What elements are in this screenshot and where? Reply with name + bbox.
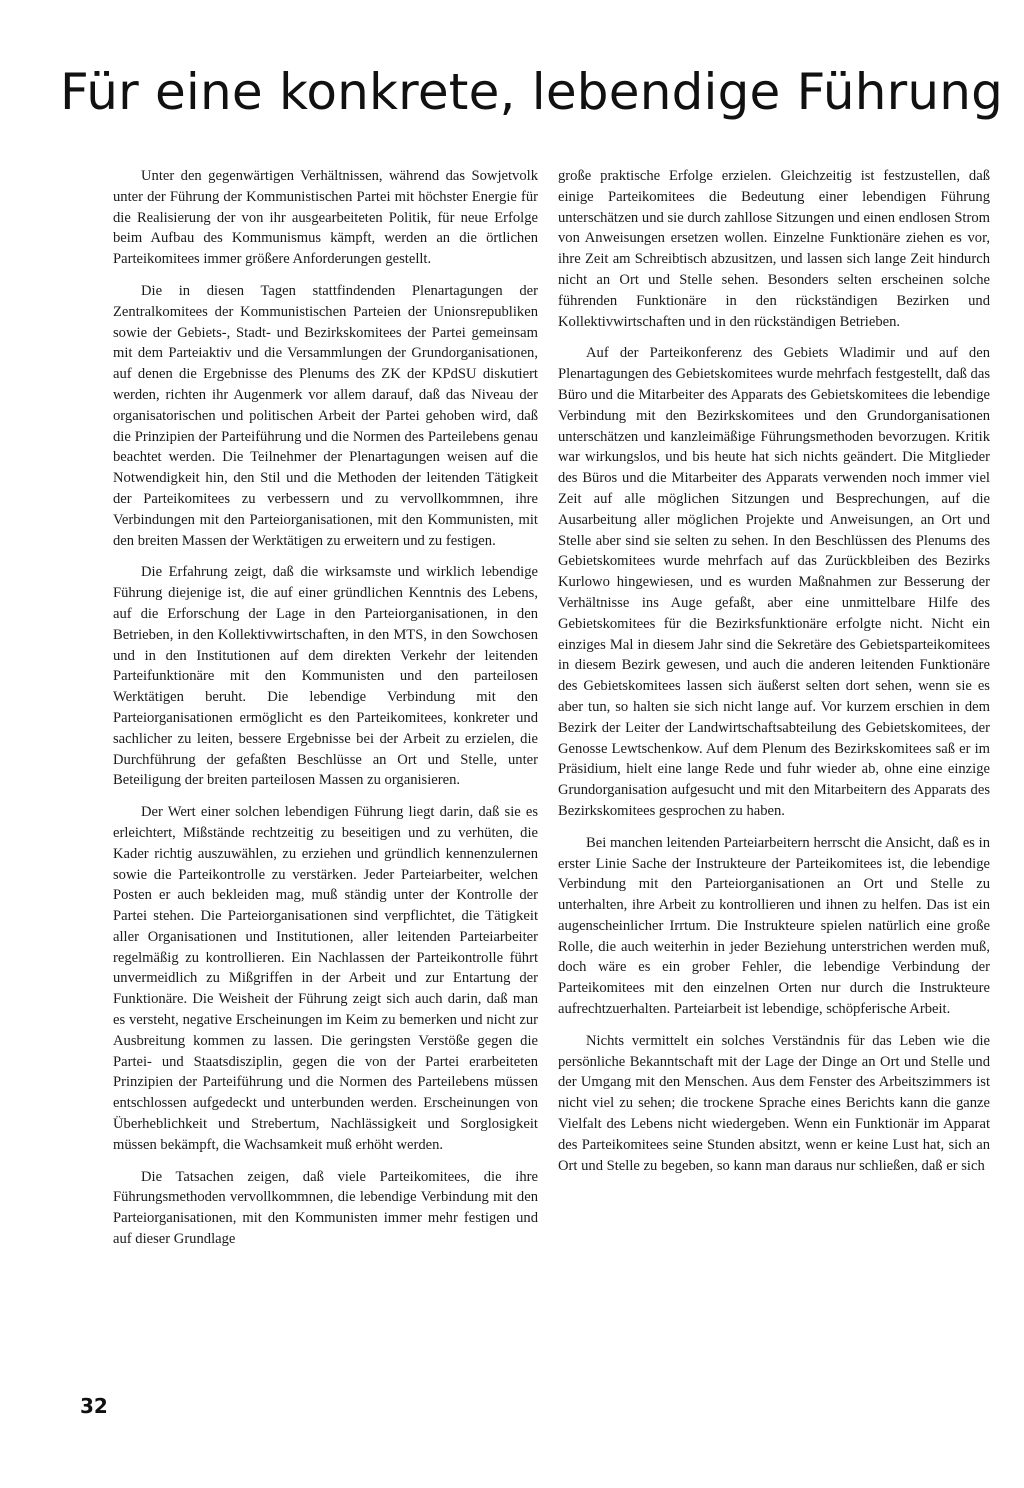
- paragraph: Der Wert einer solchen lebendigen Führung liegt darin, daß sie es erleichtert, Mißstände rechtzeitig zu beseitigen und zu verhüten, die Kader richtig auszuwählen, zu erziehen und gründlich kennenzulernen sowie die Parteikontrolle zu verstärken. Jeder Parteiarbeiter, welchen Posten er auch bekleiden mag, muß ständig unter der Kontrolle der Partei stehen. Die Parteiorganisationen sind verpflichtet, die Tätigkeit aller Organisationen und Institutionen, aller leitenden Parteiarbeiter regelmäßig zu kontrollieren. Ein Nachlassen der Parteikontrolle führt unvermeidlich zu Mißgriffen in der Arbeit und zur Entartung der Funktionäre. Die Weisheit der Führung zeigt sich auch darin, daß man es versteht, negative Erscheinungen im Keim zu bemerken und nicht zur Ausbreitung kommen zu lassen. Die geringsten Verstöße gegen die Partei- und Staatsdisziplin, gegen die von der Partei erarbeiteten Prinzipien der Parteiführung und die Normen des Parteilebens müssen entschlossen aufgedeckt und unterbunden werden. Erscheinungen von Überheblichkeit und Strebertum, Nachlässigkeit und Sorglosigkeit müssen bekämpft, die Wachsamkeit muß erhöht werden.: [113, 804, 538, 1153]
- page-number: 32: [80, 1394, 108, 1418]
- page-title: Für eine konkrete, lebendige Führung: [60, 63, 1004, 121]
- text-column-left: [113, 166, 538, 1261]
- paragraph: Nichts vermittelt ein solches Verständnis für das Leben wie die persönliche Bekanntschaft mit der Lage der Dinge an Ort und Stelle und der Umgang mit den Menschen. Aus dem Fenster des Arbeitszimmers ist nicht viel zu sehen; die trockene Sprache eines Berichts kann die ganze Vielfalt des Lebens nicht wiedergeben. Wenn ein Funktionär im Apparat des Parteikomitees seine Stunden absitzt, wenn er keine Lust hat, sich an Ort und Stelle zu begeben, so kann man daraus nur schließen, daß er sich: [558, 1032, 990, 1174]
- paragraph: Unter den gegenwärtigen Verhältnissen, während das Sowjetvolk unter der Führung der Kommunistischen Partei mit höchster Energie für die Realisierung der von ihr ausgearbeiteten Politik, für neue Erfolge beim Aufbau des Kommunismus kämpft, werden an die örtlichen Parteikomitees immer größere Anforderungen gestellt.: [113, 168, 538, 268]
- paragraph: Bei manchen leitenden Parteiarbeitern herrscht die Ansicht, daß es in erster Linie Sache der Instrukteure der Parteikomitees ist, die lebendige Verbindung mit den Parteiorganisationen an Ort und Stelle zu unterhalten, ihre Arbeit zu kontrollieren und ihnen zu helfen. Das ist ein augenscheinlicher Irrtum. Die Instrukteure spielen natürlich eine große Rolle, die auch weiterhin in jeder Beziehung unterstrichen werden muß, doch wäre es ein grober Fehler, die lebendige Verbindung der Parteikomitees mit den einzelnen Orten nur durch die Instrukteure aufrechtzuerhalten. Parteiarbeit ist lebendige, schöpferische Arbeit.: [558, 834, 990, 1018]
- paragraph: Die in diesen Tagen stattfindenden Plenartagungen der Zentralkomitees der Kommunistischen Parteien der Unionsrepubliken sowie der Gebiets-, Stadt- und Bezirkskomitees der Partei gemeinsam mit dem Parteiaktiv und die Versammlungen der Grundorganisationen, auf denen die Ergebnisse des Plenums des ZK der KPdSU diskutiert werden, richten ihr Augenmerk vor allem darauf, daß das Niveau der organisatorischen und politischen Arbeit der Partei gehoben wird, daß die Prinzipien der Parteiführung und die Normen des Parteilebens genau beachtet werden. Die Teilnehmer der Plenartagungen weisen auf die Notwendigkeit hin, den Stil und die Methoden der leitenden Tätigkeit der Parteikomitees zu verbessern und zu vervollkommnen, ihre Verbindungen mit den Parteiorganisationen, mit den Kommunisten, mit den breiten Massen der Werktätigen zu erweitern und zu festigen.: [113, 282, 538, 549]
- paragraph: Auf der Parteikonferenz des Gebiets Wladimir und auf den Plenartagungen des Gebietskomitees wurde mehrfach festgestellt, daß das Büro und die Mitarbeiter des Apparats des Gebietskomitees die lebendige Verbindung mit den Bezirkskomitees und den Grundorganisationen unterschätzen und kanzleimäßige Führungsmethoden bevorzugen. Kritik war wirkungslos, und bis heute hat sich nichts geändert. Die Mitglieder des Büros und die Mitarbeiter des Apparats verwenden noch immer viel Zeit auf alle möglichen Sitzungen und Besprechungen, auf die Ausarbeitung aller möglichen Projekte und Anweisungen, an Ort und Stelle aber sind sie selten zu sehen. In den Beschlüssen des Plenums des Gebietskomitees wurde mehrfach auf das Zurückbleiben des Bezirks Kurlowo hingewiesen, und es wurden Maßnahmen zur Besserung der Verhältnisse ins Auge gefaßt, aber eine unmittelbare Hilfe des Gebietskomitees für die Bezirksfunktionäre erfolgte nicht. Nicht ein einziges Mal in diesem Jahr sind die Sekretäre des Gebietsparteikomitees in diesem Bezirk gewesen, und auch die anderen leitenden Funktionäre des Gebietskomitees lassen sich äußerst selten dort sehen, wenn sie es aber tun, so halten sie sich nicht lange auf. Vor kurzem erschien in dem Bezirk der Leiter der Landwirtschaftsabteilung des Gebietskomitees, der Genosse Lewtschenkow. Auf dem Plenum des Bezirkskomitees saß er im Präsidium, hielt eine lange Rede und fuhr wieder ab, ohne eine einzige Grundorganisation aufgesucht und mit den Mitarbeitern des Apparats des Bezirkskomitees gesprochen zu haben.: [558, 345, 990, 819]
- paragraph: Die Erfahrung zeigt, daß die wirksamste und wirklich lebendige Führung diejenige ist, die auf einer gründlichen Kenntnis des Lebens, auf die Erforschung der Lage in den Parteiorganisationen, in den Betrieben, in den Kollektivwirtschaften, in den MTS, in den Sowchosen und in den Institutionen auf dem direkten Verkehr der leitenden Parteifunktionäre mit den Kommunisten und den parteilosen Werktätigen beruht. Die lebendige Verbindung mit den Parteiorganisationen ermöglicht es den Parteikomitees, konkreter und sachlicher zu leiten, bessere Ergebnisse bei der Arbeit zu erzielen, die Durchführung der gefaßten Beschlüsse an Ort und Stelle, unter Beteiligung der breiten parteilosen Massen zu organisieren.: [113, 564, 538, 789]
- paragraph-continued: große praktische Erfolge erzielen. Gleichzeitig ist festzustellen, daß einige Parteikomitees die Bedeutung einer lebendigen Führung unterschätzen und sie durch zahllose Sitzungen und einen endlosen Strom von Anweisungen ersetzen wollen. Einzelne Funktionäre ziehen es vor, ihre Zeit am Schreibtisch abzusitzen, und lassen sich lange Zeit hindurch nicht an Ort und Stelle sehen. Besonders selten erscheinen solche führenden Funktionäre in den rückständigen Bezirken und Kollektivwirtschaften und in den rückständigen Betrieben.: [558, 168, 990, 330]
- text-column-right: [558, 166, 990, 1187]
- paragraph: Die Tatsachen zeigen, daß viele Parteikomitees, die ihre Führungsmethoden vervollkommnen, die lebendige Verbindung mit den Parteiorganisationen, mit den Kommunisten immer mehr festigen und auf dieser Grundlage: [113, 1168, 538, 1248]
